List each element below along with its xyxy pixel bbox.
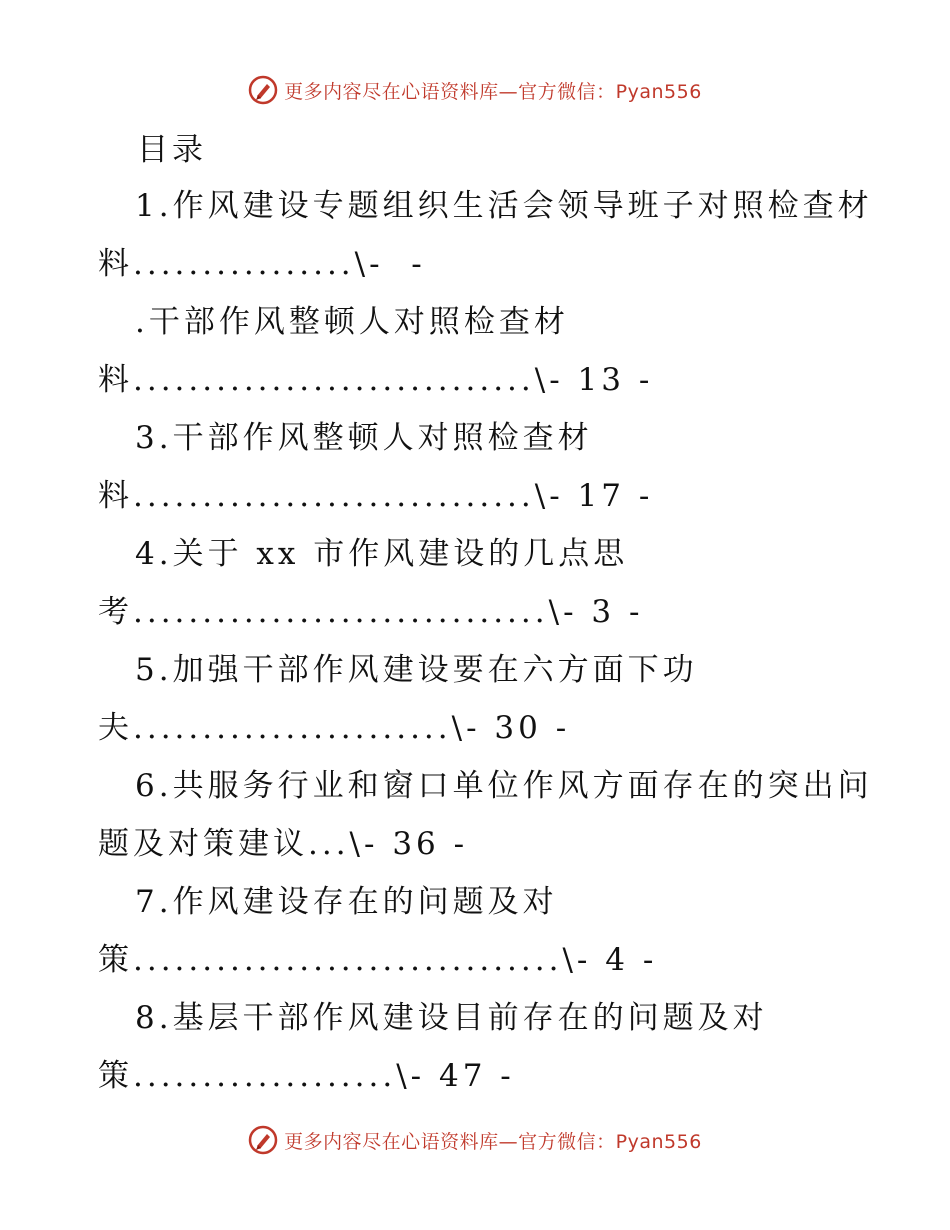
toc-entry-2-page: 料.............................\- 13 - — [98, 362, 654, 398]
watermark-text: 更多内容尽在心语资料库—官方微信：Pyan556 — [284, 80, 702, 103]
watermark-text: 更多内容尽在心语资料库—官方微信：Pyan556 — [284, 1130, 702, 1153]
pen-logo-icon — [248, 75, 278, 105]
header-watermark — [0, 70, 950, 110]
toc-entry-4-title: 4.关于 xx 市作风建设的几点思 — [135, 536, 629, 572]
toc-title: 目录 — [137, 132, 207, 168]
toc-entry-3-page: 料.............................\- 17 - — [98, 478, 654, 514]
toc-entry-7-page: 策...............................\- 4 - — [98, 942, 658, 978]
toc-entry-4-page: 考..............................\- 3 - — [98, 594, 644, 630]
toc-entry-8-page: 策...................\- 47 - — [98, 1058, 515, 1094]
toc-entry-1-page: 料................\- - — [98, 246, 426, 282]
toc-entry-5-title: 5.加强干部作风建设要在六方面下功 — [135, 652, 698, 688]
toc-entry-6-page: 题及对策建议...\- 36 - — [98, 826, 469, 862]
toc-entry-3-title: 3.干部作风整顿人对照检查材 — [135, 420, 593, 456]
toc-entry-7-title: 7.作风建设存在的问题及对 — [135, 884, 558, 920]
toc-entry-1-title: 1.作风建设专题组织生活会领导班子对照检查材 — [135, 188, 873, 224]
toc-entry-6-title: 6.共服务行业和窗口单位作风方面存在的突出问 — [135, 768, 873, 804]
toc-entry-8-title: 8.基层干部作风建设目前存在的问题及对 — [135, 1000, 768, 1036]
pen-logo-icon — [248, 1125, 278, 1155]
footer-watermark — [0, 1120, 950, 1160]
toc-entry-2-title: .干部作风整顿人对照检查材 — [135, 304, 569, 340]
toc-entry-5-page: 夫.......................\- 30 - — [98, 710, 571, 746]
